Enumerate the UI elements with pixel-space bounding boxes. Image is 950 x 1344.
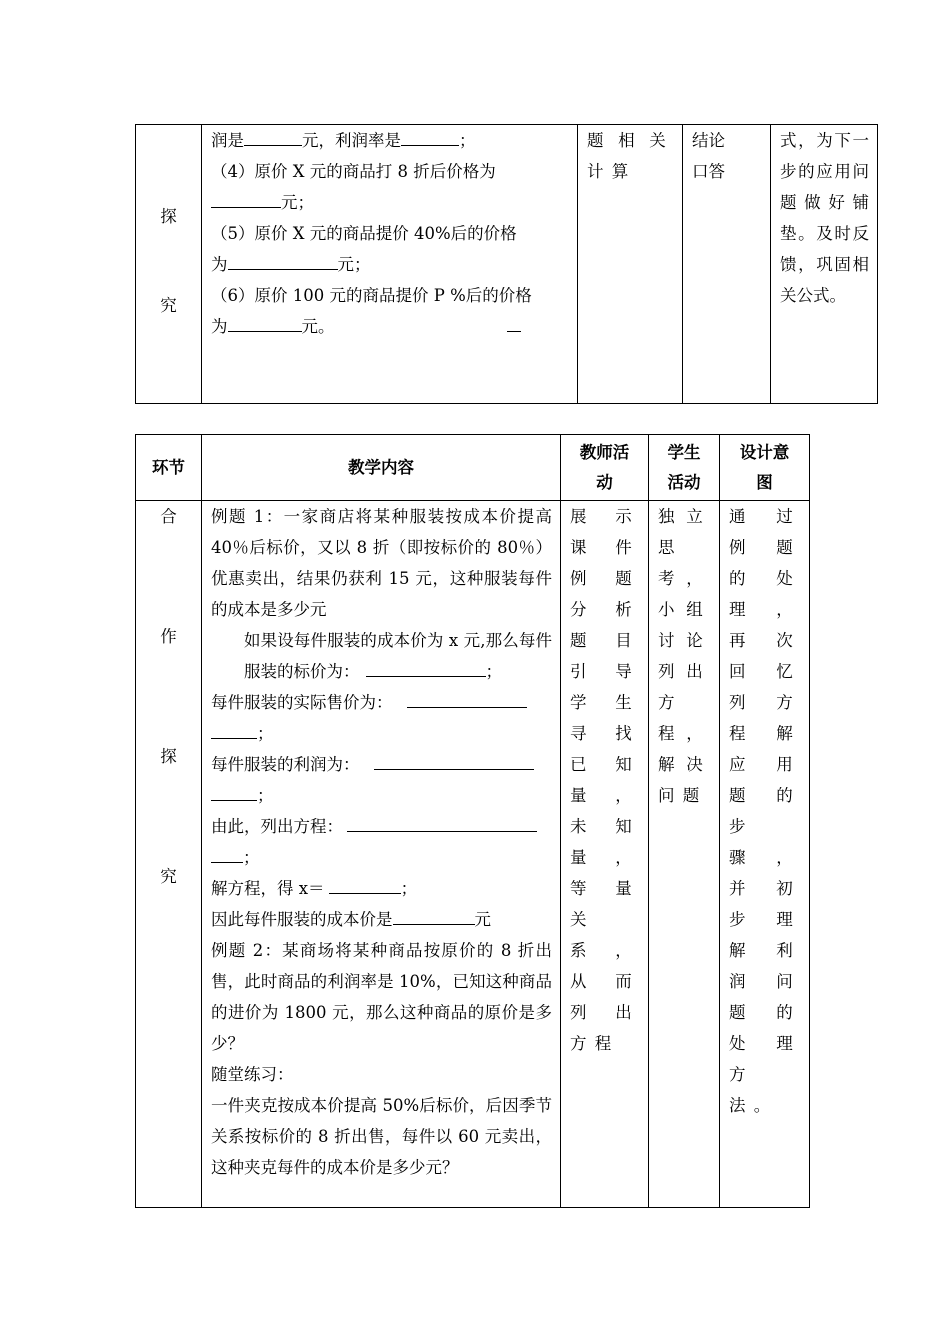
content-line: （5）原价 X 元的商品提价 40%后的价格 bbox=[211, 224, 517, 243]
section-char: 作 bbox=[160, 627, 177, 646]
teacher-activity-cell bbox=[578, 125, 683, 404]
student-activity-line: 口答 bbox=[692, 162, 725, 181]
fill-blank bbox=[329, 875, 401, 894]
fill-blank bbox=[407, 689, 527, 708]
section-char: 究 bbox=[160, 867, 177, 886]
header-design: 设计意图 bbox=[720, 435, 810, 501]
content-line: （6）原价 100 元的商品提价 P %后的价格 bbox=[211, 286, 532, 305]
section-char: 合 bbox=[160, 507, 177, 526]
fill-blank bbox=[244, 127, 302, 146]
design-intent-text: 式，为下一步的应用问题做好铺垫。及时反馈，巩固相关公式。 bbox=[780, 131, 869, 305]
fill-blank bbox=[211, 189, 281, 208]
fill-blank bbox=[393, 906, 475, 925]
section-char: 探 bbox=[160, 207, 177, 226]
design-intent-text: 通过例题的处理，再次回忆列方程解应用题的步骤，并初步理解利润问题的处理方法。 bbox=[729, 507, 801, 1115]
section-cell bbox=[136, 501, 202, 1208]
header-student: 学生活动 bbox=[649, 435, 720, 501]
fill-blank bbox=[228, 251, 338, 270]
section-char: 究 bbox=[160, 296, 177, 315]
fill-blank bbox=[347, 813, 537, 832]
content-line: 元； bbox=[211, 187, 569, 218]
fill-blank bbox=[211, 782, 257, 801]
student-activity-cell bbox=[683, 125, 771, 404]
section-cell bbox=[136, 125, 202, 404]
header-row bbox=[136, 435, 810, 501]
content-line: （4）原价 X 元的商品打 8 折后价格为 bbox=[211, 162, 496, 181]
example-2: 例题 2：某商场将某种商品按原价的 8 折出售，此时商品的利润率是 10%，已知这种商品的进价为 1800 元，那么这种商品的原价是多少？ bbox=[211, 941, 552, 1053]
student-activity-cell bbox=[649, 501, 720, 1208]
fill-blank bbox=[211, 844, 243, 863]
content-line: 为 元。 bbox=[211, 311, 569, 342]
question-profit: 每件服装的利润为： ； bbox=[211, 749, 552, 811]
teacher-activity-text: 展示课件例题分析题目引导学生寻找已知量，未知量，等量关系，从而列出方程 bbox=[570, 507, 640, 1053]
fill-blank bbox=[228, 313, 302, 332]
question-cost: 因此每件服装的成本价是 元 bbox=[211, 904, 552, 935]
fill-blank bbox=[366, 658, 486, 677]
example-1: 例题 1：一家商店将某种服装按成本价提高 40％后标价，又以 8 折（即按标价的 80％）优惠卖出，结果仍获利 15 元，这种服装每件的成本是多少元 bbox=[211, 507, 552, 619]
fill-blank bbox=[211, 720, 257, 739]
practice-text: 一件夹克按成本价提高 50%后标价，后因季节关系按标价的 8 折出售，每件以 60 元卖出，这种夹克每件的成本价是多少元？ bbox=[211, 1096, 552, 1177]
question-equation: 由此，列出方程： ； bbox=[211, 811, 552, 873]
header-section: 环节 bbox=[136, 435, 202, 501]
teacher-activity-cell bbox=[561, 501, 649, 1208]
design-intent-cell bbox=[771, 125, 878, 404]
practice-title: 随堂练习： bbox=[211, 1065, 294, 1084]
content-cell bbox=[202, 125, 578, 404]
lesson-table-continued bbox=[135, 124, 878, 404]
design-intent-cell bbox=[720, 501, 810, 1208]
content-line: 润是 元，利润率是 ； bbox=[211, 125, 569, 156]
content-cell bbox=[202, 501, 561, 1208]
student-activity-text: 独立思考，小组讨论列出方程，解决问题 bbox=[658, 507, 711, 805]
lesson-table bbox=[135, 434, 810, 1208]
fill-blank bbox=[507, 313, 521, 332]
header-teacher: 教师活动 bbox=[561, 435, 649, 501]
section-char: 探 bbox=[160, 747, 177, 766]
teacher-activity-text: 题相关计算 bbox=[587, 131, 674, 181]
header-content: 教学内容 bbox=[202, 435, 561, 501]
content-line: 为 元； bbox=[211, 249, 569, 280]
question-solve: 解方程，得 x＝ ； bbox=[211, 873, 552, 904]
fill-blank bbox=[374, 751, 534, 770]
question-price: 每件服装的实际售价为： ； bbox=[211, 687, 552, 749]
student-activity-line: 结论 bbox=[692, 131, 725, 150]
question-intro: 如果设每件服装的成本价为 x 元,那么每件服装的标价为： ； bbox=[244, 631, 552, 681]
fill-blank bbox=[401, 127, 459, 146]
